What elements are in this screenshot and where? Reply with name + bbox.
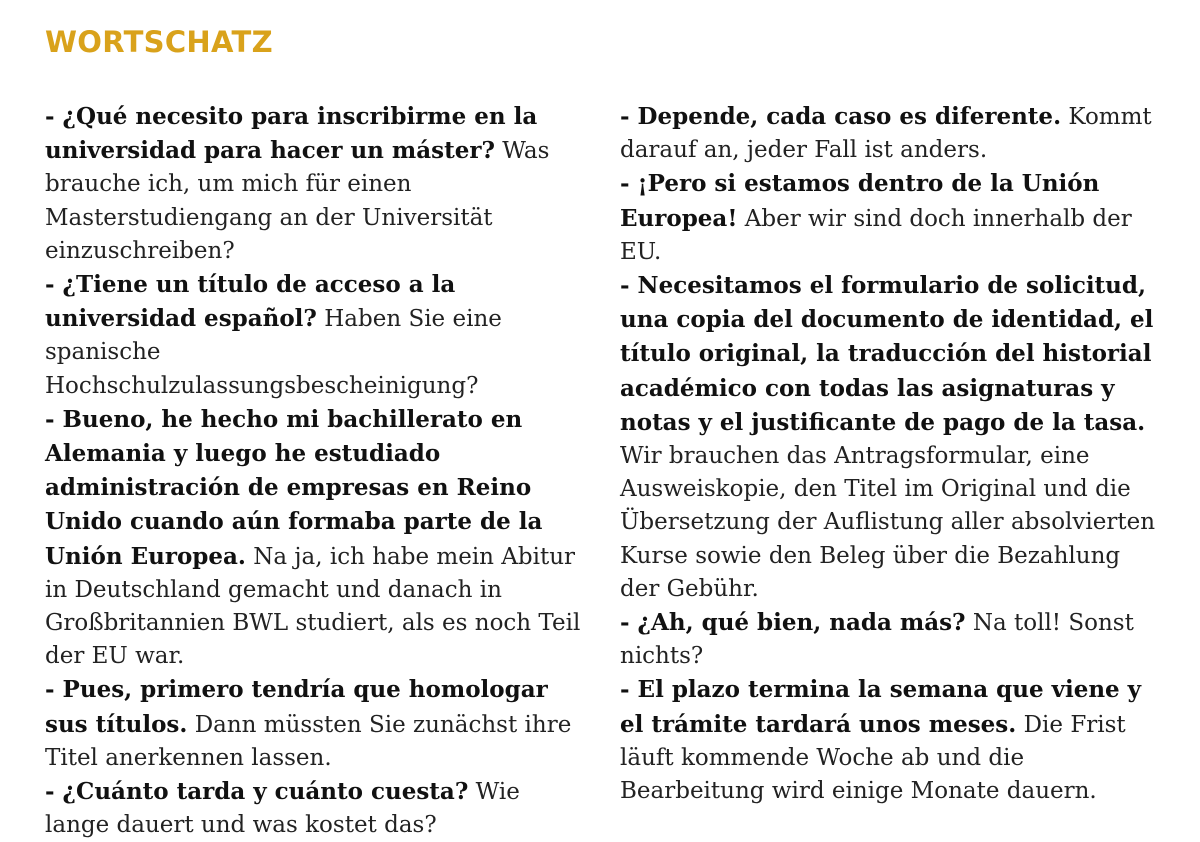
german-translation: Haben Sie eine spanische Hochschulzulassungsbescheinigung? — [45, 306, 502, 399]
vocabulary-heading: WORTSCHATZ — [45, 25, 273, 59]
german-translation: Aber wir sind doch innerhalb der EU. — [620, 205, 1132, 265]
spanish-phrase: - Pues, primero tendría que homologar sus títulos. — [45, 676, 548, 738]
vocab-entry — [45, 268, 585, 403]
german-translation: Wir brauchen das Antragsformular, eine Ausweiskopie, den Titel im Original und die Übersetzung der Auflistung aller absolvierten Kurse sowie den Beleg über die Bezahlung der Gebühr. — [620, 443, 1156, 602]
german-translation: Dann müssten Sie zunächst ihre Titel anerkennen lassen. — [45, 711, 572, 771]
spanish-phrase: - El plazo termina la semana que viene y el trámite tardará unos meses. — [620, 676, 1142, 738]
spanish-phrase: - ¿Cuánto tarda y cuánto cuesta? — [45, 778, 469, 806]
vocab-entry — [45, 775, 585, 842]
spanish-phrase: - Bueno, he hecho mi bachillerato en Alemania y luego he estudiado administración de empresas en Reino Unido cuando aún formaba parte de la Unión Europea. — [45, 405, 543, 570]
left-column — [45, 100, 585, 842]
vocab-entry — [620, 606, 1165, 673]
vocab-entry — [45, 100, 585, 268]
german-translation: Na ja, ich habe mein Abitur in Deutschland gemacht und danach in Großbritannien BWL studiert, als es noch Teil der EU war. — [45, 543, 581, 670]
vocab-entry — [45, 673, 585, 775]
right-column — [620, 100, 1165, 808]
german-translation: Die Frist läuft kommende Woche ab und die Bearbeitung wird einige Monate dauern. — [620, 711, 1126, 805]
spanish-phrase: - ¿Tiene un título de acceso a la universidad español? — [45, 271, 456, 333]
spanish-phrase: - Depende, cada caso es diferente. — [620, 103, 1062, 130]
german-translation: Na toll! Sonst nichts? — [620, 610, 1134, 670]
vocab-entry — [620, 167, 1165, 269]
vocab-entry — [620, 673, 1165, 808]
german-translation: Wie lange dauert und was kostet das? — [45, 779, 520, 839]
vocab-entry — [620, 100, 1165, 167]
vocab-entry — [620, 269, 1165, 606]
vocab-entry — [45, 403, 585, 674]
spanish-phrase: - ¿Ah, qué bien, nada más? — [620, 609, 966, 637]
spanish-phrase: - ¡Pero si estamos dentro de la Unión Europea! — [620, 170, 1100, 232]
german-translation: Kommt darauf an, jeder Fall ist anders. — [620, 104, 1152, 164]
spanish-phrase: - ¿Qué necesito para inscribirme en la universidad para hacer un máster? — [45, 103, 538, 165]
german-translation: Was brauche ich, um mich für einen Masterstudiengang an der Universität einzuschreiben? — [45, 138, 550, 264]
spanish-phrase: - Necesitamos el formulario de solicitud, una copia del documento de identidad, el título original, la traducción del historial académico con todas las asignaturas y notas y el justificante de pago de la tasa. — [620, 272, 1154, 436]
